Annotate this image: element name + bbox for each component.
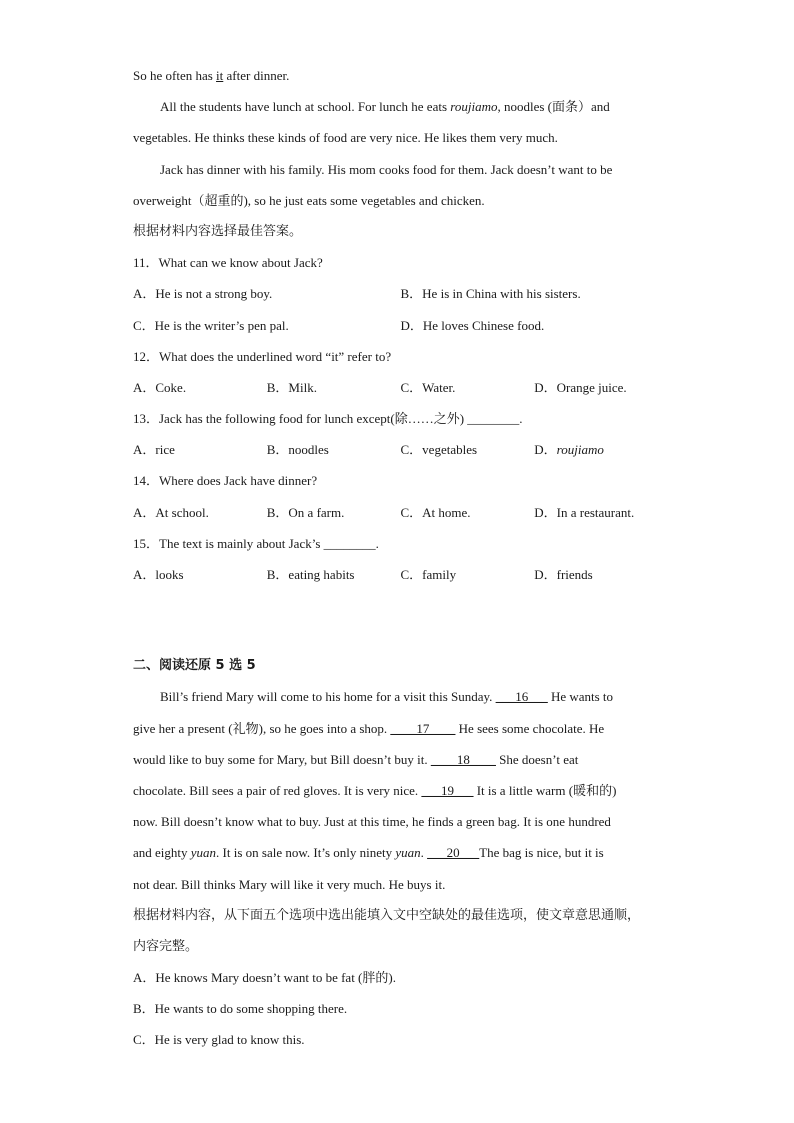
option-row [133, 310, 668, 341]
instruction: 根据材料内容选择最佳答案。 [133, 223, 303, 239]
instruction: 根据材料内容，从下面五个选项中选出能填入文中空缺处的最佳选项，使文章意思通顺， [133, 907, 641, 923]
question-stem: 12．What does the underlined word “it” refer to? [133, 348, 392, 364]
question-stem: 13．Jack has the following food for lunch except(除……之外) ________. [133, 411, 523, 427]
option: C．Water. [400, 379, 456, 395]
blank-16: ___16___ [495, 689, 548, 705]
option: D．Orange juice. [534, 379, 627, 395]
question-stem: 14．Where does Jack have dinner? [133, 473, 318, 489]
option: A．At school. [133, 504, 209, 520]
passage-line: All the students have lunch at school. For lunch he eats roujiamo, noodles (面条）and [160, 99, 610, 115]
passage-line: So he often has it after dinner. [133, 68, 290, 83]
option-row [133, 434, 668, 465]
document-page [133, 60, 668, 1056]
option: A．looks [133, 567, 184, 582]
option-row [133, 497, 668, 528]
section-title: 二、阅读还原 5 选 5 [133, 658, 256, 674]
option: D．He loves Chinese food. [400, 317, 545, 333]
option: B．He is in China with his sisters. [400, 286, 581, 302]
option: C．He is the writer’s pen pal. [133, 317, 289, 333]
blank-17: ____17____ [390, 720, 456, 736]
passage-line: vegetables. He thinks these kinds of food are very nice. He likes them very much. [133, 130, 558, 146]
option: D．In a restaurant. [534, 504, 635, 520]
option: A．He is not a strong boy. [133, 286, 273, 302]
option: C．He is very glad to know this. [133, 1032, 305, 1048]
option: B．eating habits [266, 567, 355, 582]
option: C．At home. [400, 504, 471, 520]
option: C．family [400, 567, 457, 582]
option: A．rice [133, 442, 175, 458]
passage-line: not dear. Bill thinks Mary will like it very much. He buys it. [133, 876, 446, 892]
option: B．On a farm. [266, 504, 345, 520]
option-row [133, 278, 668, 309]
passage-line: give her a present (礼物), so he goes into a shop. ____17____ He sees some chocolate. He [133, 713, 668, 744]
instruction: 内容完整。 [133, 938, 199, 954]
option: D．friends [534, 567, 593, 582]
blank-19: ___19___ [421, 782, 474, 798]
passage-line: overweight（超重的), so he just eats some vegetables and chicken. [133, 192, 485, 208]
option: A．He knows Mary doesn’t want to be fat (胖的). [133, 970, 396, 986]
option: B．Milk. [266, 379, 317, 395]
question-stem: 11．What can we know about Jack? [133, 255, 323, 271]
blank-18: ____18____ [430, 751, 496, 767]
option: C．vegetables [400, 442, 478, 458]
section-gap [133, 590, 668, 650]
passage-line: now. Bill doesn’t know what to buy. Just at this time, he finds a green bag. It is one hundred [133, 814, 611, 830]
blank-20: ___20___ [427, 845, 480, 861]
underlined-word-it: it [216, 68, 224, 83]
option: D．roujiamo [534, 442, 604, 458]
passage-line: Jack has dinner with his family. His mom cooks food for them. Jack doesn’t want to be [160, 161, 613, 177]
passage-line: chocolate. Bill sees a pair of red gloves. It is very nice. ___19___ It is a little warm (暖和的) [133, 775, 668, 806]
option-row [133, 559, 668, 590]
passage-line: Bill’s friend Mary will come to his home for a visit this Sunday. ___16___ He wants to [133, 681, 668, 712]
passage-line: and eighty yuan. It is on sale now. It’s only ninety yuan. ___20___The bag is nice, but it is [133, 837, 668, 868]
option: B．noodles [266, 442, 329, 458]
option-row [133, 372, 668, 403]
passage-line: would like to buy some for Mary, but Bill doesn’t buy it. ____18____ She doesn’t eat [133, 744, 668, 775]
option: B．He wants to do some shopping there. [133, 1001, 348, 1017]
option: A．Coke. [133, 379, 187, 395]
question-stem: 15．The text is mainly about Jack’s ________. [133, 535, 379, 551]
